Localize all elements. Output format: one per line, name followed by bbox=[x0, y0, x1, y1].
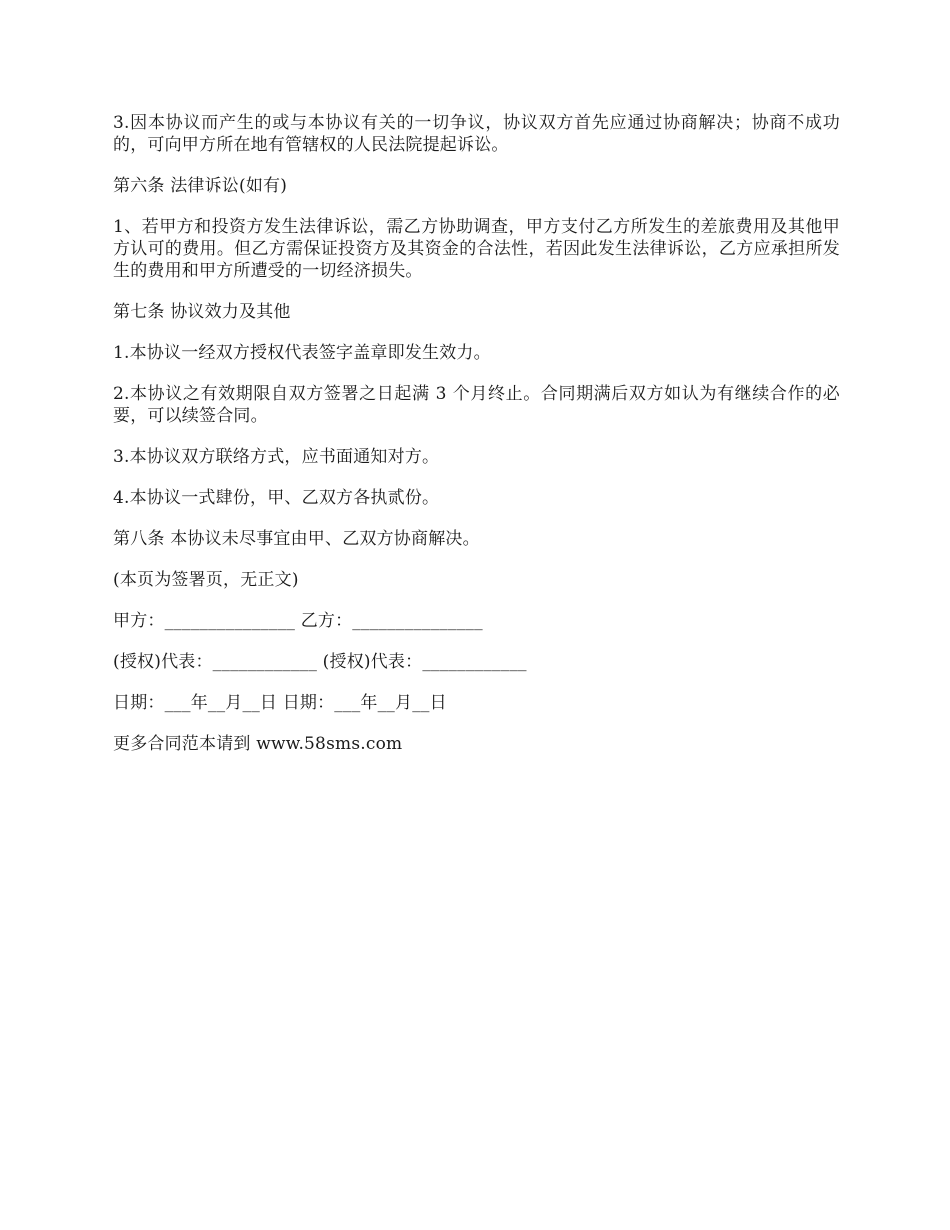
document-body bbox=[113, 112, 840, 774]
clause-7-4-copies: 4.本协议一式肆份，甲、乙双方各执贰份。 bbox=[113, 488, 440, 508]
clause-7-3-contact-method: 3.本协议双方联络方式，应书面通知对方。 bbox=[113, 447, 440, 467]
clause-7-2-validity-period: 2.本协议之有效期限自双方签署之日起满 3 个月终止。合同期满后双方如认为有继续合作的必要，可以续签合同。 bbox=[113, 384, 840, 426]
clause-7-1-effectiveness: 1.本协议一经双方授权代表签字盖章即发生效力。 bbox=[113, 343, 491, 363]
footer-more-templates: 更多合同范本请到 www.58sms.com bbox=[113, 734, 403, 754]
party-signature-line: 甲方：_______________ 乙方：_______________ bbox=[113, 611, 483, 631]
clause-6-1-litigation: 1、若甲方和投资方发生法律诉讼，需乙方协助调查，甲方支付乙方所发生的差旅费用及其他甲方认可的费用。但乙方需保证投资方及其资金的合法性，若因此发生法律诉讼，乙方应承担所发生的费用和甲方所遭受的一切经济损失。 bbox=[113, 217, 840, 281]
clause-5-3-dispute-resolution: 3.因本协议而产生的或与本协议有关的一切争议，协议双方首先应通过协商解决；协商不成功的，可向甲方所在地有管辖权的人民法院提起诉讼。 bbox=[113, 113, 840, 155]
article-6-heading: 第六条 法律诉讼(如有) bbox=[113, 176, 288, 196]
signature-page-note: (本页为签署页，无正文) bbox=[113, 570, 299, 590]
representative-signature-line: (授权)代表：____________ (授权)代表：____________ bbox=[113, 652, 527, 672]
date-signature-line: 日期：___年__月__日 日期：___年__月__日 bbox=[113, 693, 447, 713]
article-7-heading: 第七条 协议效力及其他 bbox=[113, 302, 291, 322]
article-8-heading: 第八条 本协议未尽事宜由甲、乙双方协商解决。 bbox=[113, 529, 480, 549]
